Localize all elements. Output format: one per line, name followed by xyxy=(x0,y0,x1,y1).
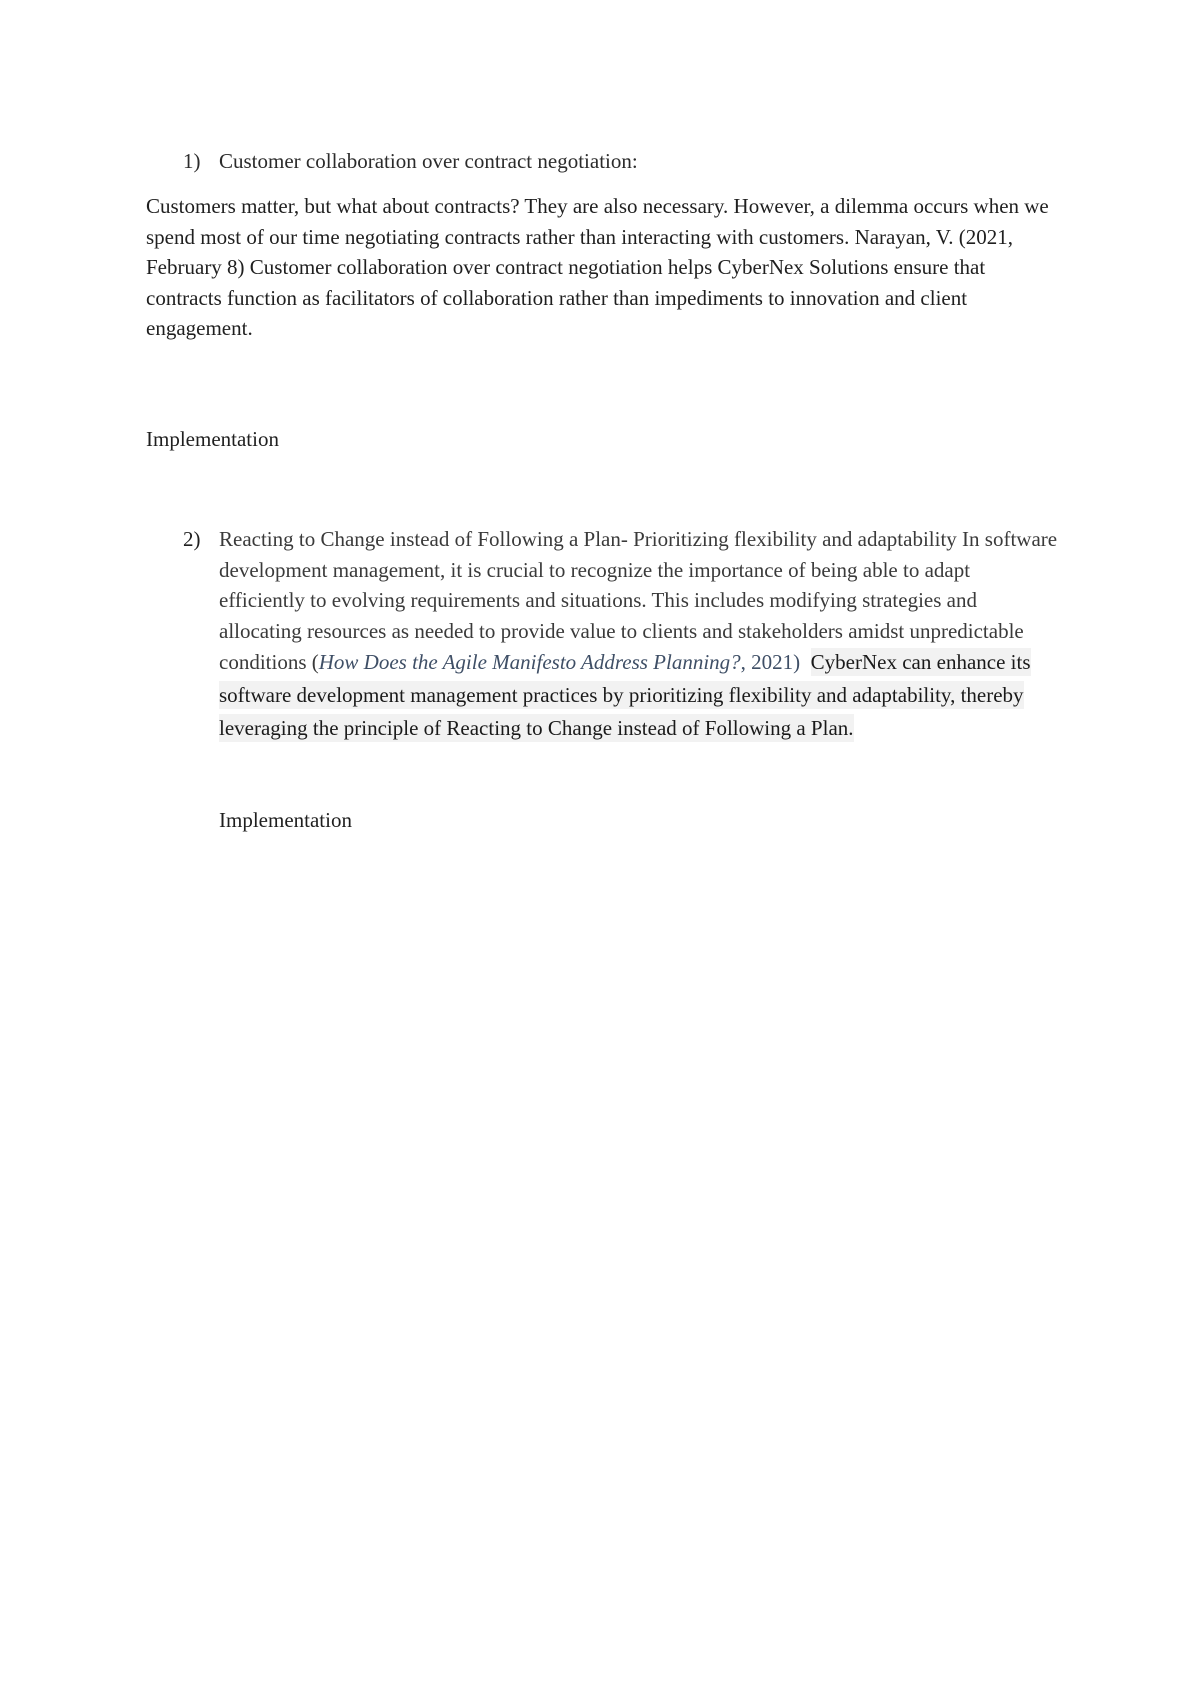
list-item-1-title: Customer collaboration over contract negotiation: xyxy=(219,149,638,173)
section-1-implementation-heading: Implementation xyxy=(146,427,279,451)
section-1-paragraph: Customers matter, but what about contracts? They are also necessary. However, a dilemma occurs when we spend most of our time negotiating contracts rather than interacting with customers. Narayan, V. (2021, February 8) Customer collaboration over contract negotiation helps CyberNex Solutions ensure that contracts function as facilitators of collaboration rather than impediments to innovation and client engagement. xyxy=(146,194,1049,340)
section-2-implementation-heading: Implementation xyxy=(219,808,352,832)
citation-year: , 2021) xyxy=(740,650,801,674)
citation-title: How Does the Agile Manifesto Address Planning? xyxy=(318,650,741,674)
highlighted-text: CyberNex can enhance its software development management practices by prioritizing flexibility and adaptability, thereby leveraging the principle of Reacting to Change instead of Following a Plan. xyxy=(219,650,1031,740)
list-number-1: 1) xyxy=(183,149,201,173)
list-item-2-body xyxy=(219,524,1059,745)
list-item-1 xyxy=(183,146,638,176)
list-item-2-intro: Reacting to Change instead of Following a Plan- Prioritizing flexibility and adaptability In software development management, it is crucial to recognize the importance of being able to adapt efficiently to evolving requirements and situations. This includes modifying strategies and allocating resources as needed to provide value to clients and stakeholders amidst unpredictable conditions ( xyxy=(219,527,1058,674)
list-number-2: 2) xyxy=(183,527,201,551)
